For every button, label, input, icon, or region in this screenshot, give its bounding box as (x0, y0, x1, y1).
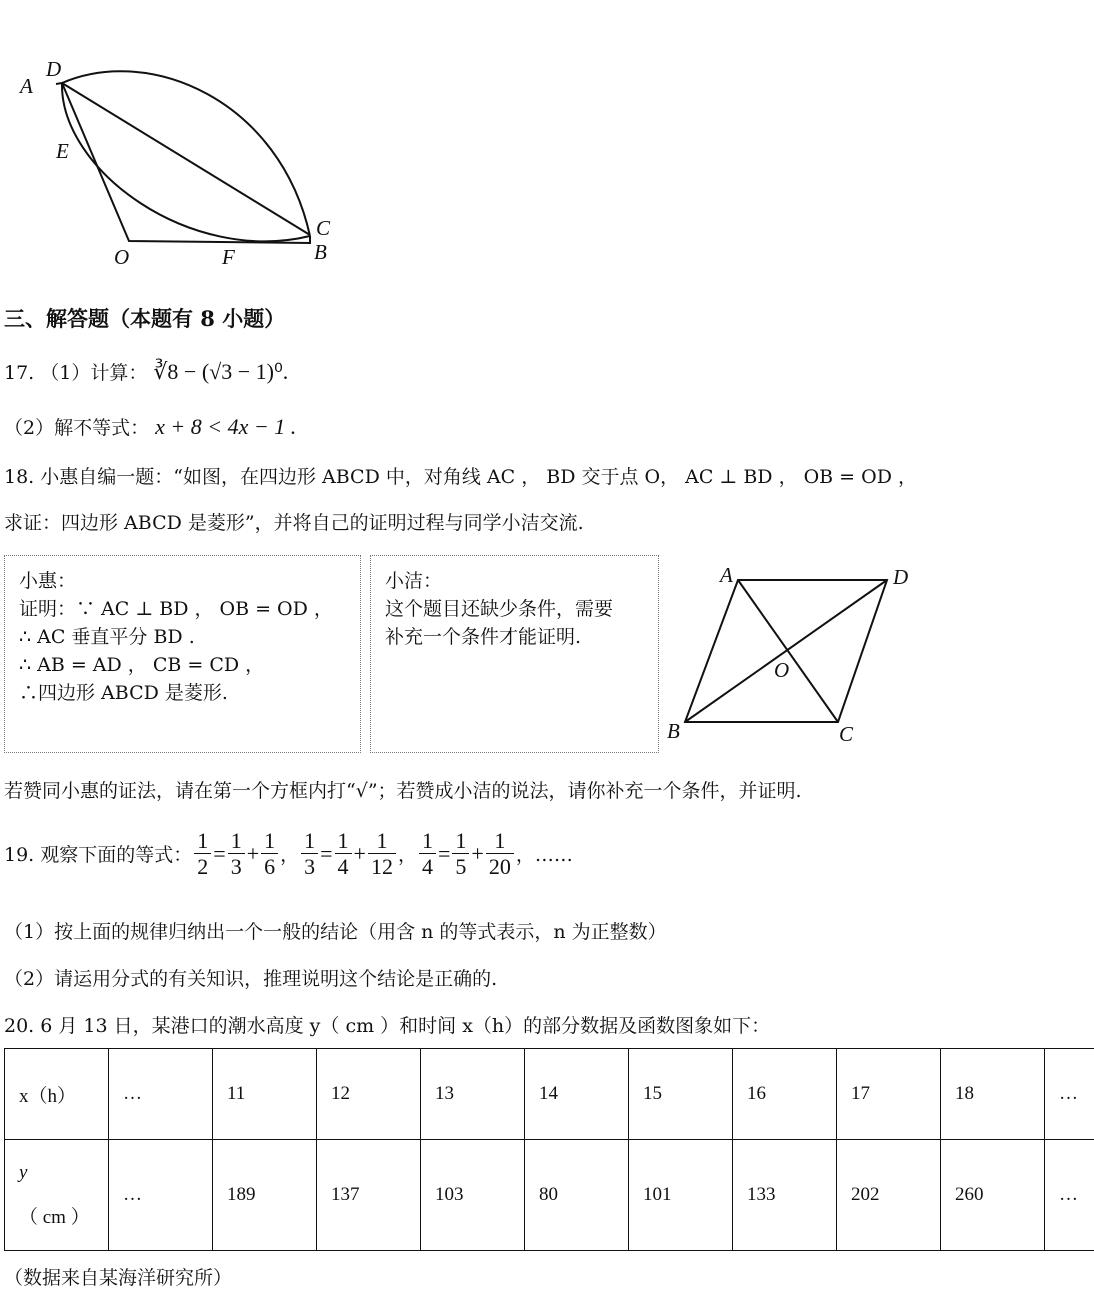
rhombus-figure (660, 560, 920, 750)
frac: $\frac{1}{20}$ (486, 828, 514, 880)
label-f: F (222, 245, 235, 269)
q19-prefix: 19. 观察下面的等式： (4, 844, 193, 867)
box1-line3: ∴ AB = AD ， CB = CD ， (19, 654, 265, 676)
cell-y: 260 (941, 1140, 1045, 1251)
cell-x: 11 (213, 1049, 317, 1140)
cell-y: 101 (629, 1140, 733, 1251)
q17-part2 (4, 413, 296, 440)
frac: $\frac{1}{12}$ (368, 828, 396, 880)
cell-x: 14 (525, 1049, 629, 1140)
box1-title: 小惠： (19, 570, 77, 592)
rh-label-a: A (720, 563, 733, 587)
q17-part1-prefix: （1）计算： (40, 362, 148, 384)
box1-line2: ∴ AC 垂直平分 BD . (19, 626, 195, 648)
rh-label-o: O (774, 658, 790, 682)
cell-x: 16 (733, 1049, 837, 1140)
row-label-y (5, 1140, 109, 1251)
q19-ellipsis: ，…… (515, 844, 573, 867)
arc-figure (0, 50, 360, 275)
q20-source: （数据来自某海洋研究所） (4, 1267, 233, 1289)
rh-label-d: D (893, 565, 909, 589)
cell-ellipsis: … (109, 1049, 213, 1140)
q18-line2: 求证：四边形 ABCD 是菱形”，并将自己的证明过程与同学小洁交流. (4, 512, 584, 534)
q17-part1 (4, 358, 288, 385)
section-heading: 三、解答题（本题有 8 小题） (4, 306, 286, 331)
frac: $\frac{1}{3}$ (301, 828, 318, 880)
box-xiaohui (4, 555, 361, 753)
cell-x: 12 (317, 1049, 421, 1140)
frac: $\frac{1}{5}$ (452, 828, 469, 880)
label-o: O (114, 245, 130, 269)
box1-line1: 证明：∵ AC ⊥ BD ， OB = OD ， (19, 598, 333, 620)
q17-part2-expr: x + 8 < 4x − 1 . (155, 414, 297, 439)
q19-line: 19. 观察下面的等式： $\frac{1}{2}$ = $\frac{1}{3}$ + $\frac{1}{6}$ ， $\frac{1}{3}$ = $\frac{1}{4}$ + $\frac{1}{12}$ ， $\frac{1}{4}$ = $\frac{1}{5}$ + $\frac{1}{20}$ ，…… (4, 828, 573, 880)
q19-part1: （1）按上面的规律归纳出一个一般的结论（用含 n 的等式表示，n 为正整数） (4, 921, 667, 943)
quad-outline (62, 83, 310, 243)
q17-part1-expr: ∛8 − (√3 − 1)⁰. (153, 359, 289, 384)
box2-line1: 这个题目还缺少条件，需要 (385, 598, 614, 620)
cell-y: 202 (837, 1140, 941, 1251)
rh-label-c: C (839, 722, 854, 746)
diagonal-dc (62, 83, 310, 235)
row-label-y-var: y (19, 1161, 28, 1183)
cell-x: 13 (421, 1049, 525, 1140)
cell-ellipsis: … (1045, 1140, 1094, 1251)
frac: $\frac{1}{4}$ (335, 828, 352, 880)
cell-y: 137 (317, 1140, 421, 1251)
box2-title: 小洁： (385, 570, 443, 592)
q17-part2-prefix: （2）解不等式： (4, 417, 150, 439)
frac: $\frac{1}{3}$ (228, 828, 245, 880)
q18-line1: 18. 小惠自编一题：“如图，在四边形 ABCD 中，对角线 AC ， BD 交于点 O， AC ⊥ BD ， OB = OD ， (4, 466, 917, 488)
label-b: B (314, 240, 327, 264)
diagonal-ac (738, 580, 838, 722)
cell-x: 15 (629, 1049, 733, 1140)
box2-line2: 补充一个条件才能证明. (385, 626, 582, 648)
q20-intro: 20. 6 月 13 日，某港口的潮水高度 y（ cm ）和时间 x（h）的部分数据及函数图象如下： (4, 1015, 771, 1037)
frac: $\frac{1}{6}$ (261, 828, 278, 880)
row-label-y-unit: （ cm ） (19, 1206, 90, 1228)
label-d: D (46, 57, 62, 81)
row-label-x: x（h） (5, 1049, 109, 1140)
frac: $\frac{1}{2}$ (194, 828, 211, 880)
cell-y: 133 (733, 1140, 837, 1251)
cell-y: 80 (525, 1140, 629, 1251)
label-a: A (20, 74, 33, 98)
side-ad (56, 83, 62, 84)
diagonal-bd (685, 580, 887, 722)
cell-ellipsis: … (109, 1140, 213, 1251)
label-e: E (56, 139, 69, 163)
rh-label-b: B (667, 719, 680, 743)
box-xiaojie (370, 555, 659, 753)
tide-table (4, 1048, 1094, 1251)
q17-number: 17. (4, 362, 35, 384)
table-row (5, 1140, 1094, 1251)
q18-footer: 若赞同小惠的证法，请在第一个方框内打“√”；若赞成小洁的说法，请你补充一个条件，并证明. (4, 780, 802, 802)
cell-x: 17 (837, 1049, 941, 1140)
cell-ellipsis: … (1045, 1049, 1094, 1140)
cell-y: 103 (421, 1140, 525, 1251)
q19-part2: （2）请运用分式的有关知识，推理说明这个结论是正确的. (4, 968, 498, 990)
cell-x: 18 (941, 1049, 1045, 1140)
table-row (5, 1049, 1094, 1140)
box1-line4: ∴四边形 ABCD 是菱形. (19, 682, 228, 704)
cell-y: 189 (213, 1140, 317, 1251)
label-c: C (316, 216, 331, 240)
frac: $\frac{1}{4}$ (419, 828, 436, 880)
